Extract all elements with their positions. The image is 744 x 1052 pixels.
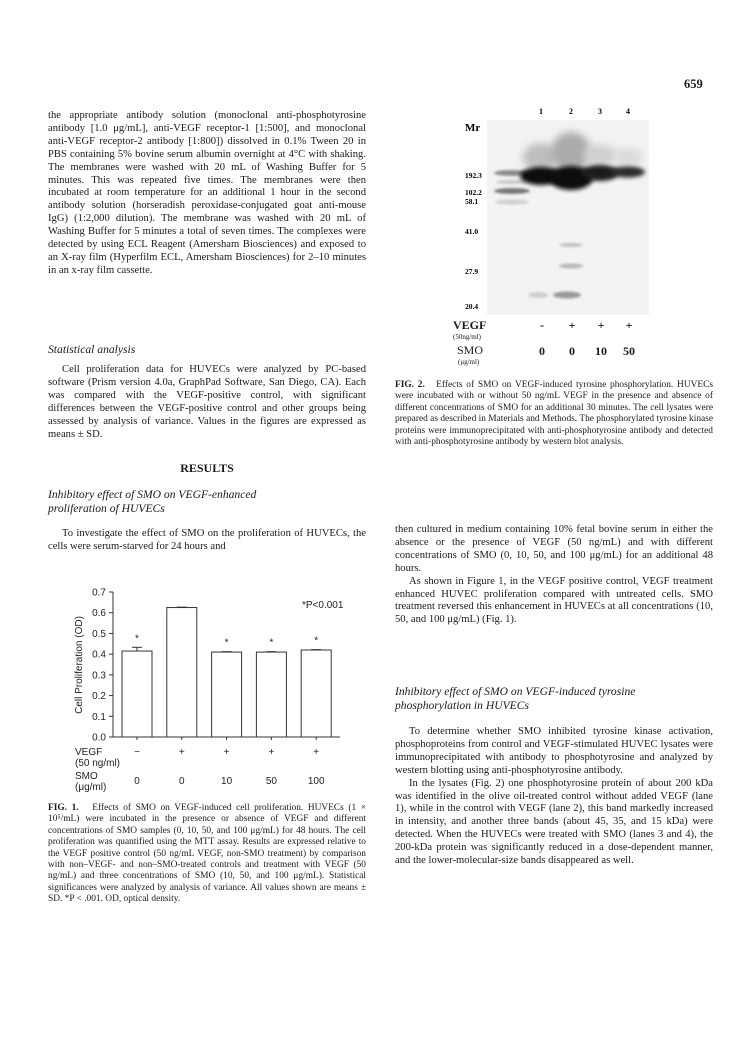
lane2-band-15kda — [553, 292, 581, 299]
y-tick-label: 0.0 — [92, 732, 106, 744]
row-value: − — [134, 747, 140, 758]
fig2-smo-sublabel: (μg/ml) — [458, 358, 480, 366]
row-sublabel: (μg/ml) — [75, 782, 107, 793]
lane-number: 2 — [569, 107, 573, 116]
significance-star: * — [224, 637, 229, 649]
lane-numbers — [539, 107, 630, 116]
bar — [167, 608, 197, 737]
y-tick-label: 0.1 — [92, 711, 106, 723]
mw-markers — [465, 122, 482, 311]
y-axis-label: Cell Proliferation (OD) — [74, 616, 85, 714]
row-value: + — [268, 747, 275, 758]
y-tick-label: 0.2 — [92, 691, 106, 703]
mw-marker-label: 58.1 — [465, 197, 479, 206]
right-column-text-2 — [395, 726, 713, 868]
significance-star: * — [135, 633, 139, 645]
lane4-smear — [613, 148, 643, 166]
fig2-smo-label: SMO — [457, 343, 484, 357]
marker-band — [494, 188, 530, 194]
results-subheading: Inhibitory effect of SMO on VEGF-enhanced proliferation of HUVECs — [48, 488, 257, 515]
lane2-band-35kda — [559, 264, 583, 269]
y-ticks — [92, 588, 113, 744]
bar — [256, 652, 286, 737]
lane4-band-200kda — [611, 167, 645, 178]
mw-marker-label: 20.4 — [465, 302, 479, 311]
right-column-text — [395, 524, 713, 627]
fig2-vegf-value: + — [568, 318, 576, 332]
fig2-smo-value: 10 — [595, 344, 607, 358]
fig2-smo-value: 0 — [539, 344, 545, 358]
lane-number: 1 — [539, 107, 543, 116]
row-value: + — [178, 747, 185, 758]
lane1-band-15kda — [528, 292, 548, 298]
lane-number: 3 — [598, 107, 602, 116]
stat-heading: Statistical analysis — [48, 343, 136, 356]
right-subheading: Inhibitory effect of SMO on VEGF-induced tyrosine phosphorylation in HUVECs — [395, 685, 636, 712]
fig2-vegf-label: VEGF — [453, 318, 487, 332]
methods-paragraph — [48, 110, 366, 278]
results-text: To investigate the effect of SMO on the proliferation of HUVECs, the cells were serum-starved for 24 hours and — [48, 528, 366, 552]
y-tick-label: 0.4 — [92, 649, 106, 661]
marker-title: Mr — [465, 122, 481, 134]
bars — [122, 607, 331, 740]
right-para-1: then cultured in medium containing 10% fetal bovine serum in either the absence or the presence of VEGF (50 ng/mL) and with different concentrations of SMO (0, 10, 50, and 100 μg/mL) for an additional 48 hours. — [395, 524, 713, 574]
stat-paragraph — [48, 364, 366, 441]
results-paragraph — [48, 528, 366, 554]
right-para-3: To determine whether SMO inhibited tyrosine kinase activation, phosphoproteins from control and VEGF-stimulated HUVEC lysates were immunoprecipitated with antibody to phosphotyrosine and analyzed by western blotting using anti-phosphotyrosine antibody. — [395, 726, 713, 776]
fig1-caption — [48, 803, 366, 906]
row-value: 0 — [179, 776, 185, 787]
row-sublabel: (50 ng/ml) — [75, 758, 121, 769]
fig1-bar-chart — [40, 575, 370, 800]
fig2-vegf-value: + — [597, 318, 605, 332]
results-heading: RESULTS — [180, 461, 234, 475]
fig2-caption-label: FIG. 2. — [395, 380, 425, 390]
fig2-vegf-value: + — [625, 318, 633, 332]
bar — [122, 651, 152, 737]
lane2-band-45kda — [559, 243, 583, 247]
mw-marker-label: 41.0 — [465, 227, 479, 236]
row-label: VEGF — [75, 747, 103, 758]
methods-text: the appropriate antibody solution (monoclonal anti-phosphotyrosine antibody [1.0 μg/mL], anti-VEGF receptor-1 [1:500], and monoclonal anti-VEGF receptor-2 antibody [1:800]) dissolved in 0.1% Tween 20 in PBS containing 5% bovine serum albumin overnight at 4°C with shaking. The membranes were washed with 20 mL of Washing Buffer for 5 minutes. This was repeated five times. The membranes were then incubated at room temperature for an additional 1 hour in the second antibody solution (horseradish peroxidase-conjugated goat anti-mouse IgG) (1:2,000 dilution). The membrane was washed with 20 mL of Washing Buffer for 5 minutes a total of seven times. The complexes were detected by using ECL Reagent (Amersham Biosciences) and exposed to an X-ray film (Hyperfilm ECL, Amersham Biosciences) for 2–10 minutes in an x-ray film cassette. — [48, 110, 366, 276]
significance-annotation: *P<0.001 — [302, 600, 344, 611]
significance-star: * — [269, 637, 274, 649]
fig2-western-blot — [395, 100, 715, 340]
mw-marker-label: 102.2 — [465, 188, 482, 197]
right-para-2: As shown in Figure 1, in the VEGF positive control, VEGF treatment enhanced HUVEC proliferation compared with untreated cells. SMO treatment reversed this enhancement in HUVECs at all concentrations (10, 50, and 100 μg/mL) (Fig. 1). — [395, 575, 713, 626]
fig2-smo-value: 50 — [623, 344, 635, 358]
row-label: SMO — [75, 771, 98, 782]
fig2-vegf-value: - — [540, 318, 544, 332]
y-tick-label: 0.3 — [92, 670, 106, 682]
fig1-caption-text: Effects of SMO on VEGF-induced cell proliferation. HUVECs (1 × 10⁵/mL) were incubated in the presence or absence of VEGF and different concentrations of SMO samples (0, 10, 50, and 100 μg/mL) for 48 hours. The cell proliferation was quantified using the MTT assay. Results are expressed relative to the VEGF positive control (50 ng/mL VEGF, non-SMO treatment) by comparison with non–VEGF- and non–SMO-treated controls and treatment with VEGF (50 ng/mL) and three concentrations of SMO (10, 50, and 100 μg/mL). Statistical significances were analyzed by analysis of variance. All values shown are means ± SD. *P < .001. OD, optical density. — [48, 803, 367, 905]
marker-band — [495, 200, 529, 205]
bar — [212, 652, 242, 737]
fig2-caption-text: Effects of SMO on VEGF-induced tyrosine phosphorylation. HUVECs were incubated with or without 50 ng/mL VEGF in the presence and absence of different concentrations of SMO for an additional 30 minutes. The cell lysates were prepared as described in Materials and Methods. The phosphorylated tyrosine kinase proteins were immunoprecipitated with anti-phosphotyrosine antibody and detected with anti-phosphotyrosine antibody by western blot analysis. — [395, 380, 713, 448]
mw-marker-label: 192.3 — [465, 171, 482, 180]
page-number: 659 — [684, 77, 703, 91]
row-value: 50 — [265, 776, 277, 787]
fig2-smo-value: 0 — [569, 344, 575, 358]
row-value: + — [313, 747, 320, 758]
lane-number: 4 — [626, 107, 630, 116]
bar — [301, 650, 331, 737]
lane3-smear — [583, 145, 617, 165]
mw-marker-label: 27.9 — [465, 267, 479, 276]
y-tick-label: 0.6 — [92, 608, 106, 620]
fig2-caption — [395, 380, 713, 448]
right-para-4: In the lysates (Fig. 2) one phosphotyrosine protein of about 200 kDa was identified in the olive oil-treated control without added VEGF (lane 1), while in the control with VEGF (lane 2), this band markedly increased in intensity, and another three bands (about 45, 35, and 15 kDa) were detected. When the HUVECs were treated with SMO (lanes 3 and 4), the 200-kDa protein was significantly reduced in a dose-dependent manner, and the lower-molecular-size bands disappeared as well. — [395, 777, 713, 867]
stat-text: Cell proliferation data for HUVECs were analyzed by PC-based software (Prism version 4.0a, GraphPad Software, San Diego, CA). Each was compared with the VEGF-positive control, with significant differences between the VEGF-positive control and other groups being assessed by analysis of variance. Values in the figures are expressed as means ± SD. — [48, 364, 366, 440]
row-value: 10 — [221, 776, 233, 787]
row-value: + — [223, 747, 230, 758]
condition-rows — [75, 747, 325, 793]
row-value: 100 — [307, 776, 325, 787]
fig1-caption-label: FIG. 1. — [48, 803, 79, 813]
y-tick-label: 0.5 — [92, 628, 106, 640]
fig2-vegf-sublabel: (50ng/ml) — [453, 333, 481, 341]
significance-star: * — [314, 635, 319, 647]
y-tick-label: 0.7 — [92, 587, 106, 599]
row-value: 0 — [134, 776, 140, 787]
